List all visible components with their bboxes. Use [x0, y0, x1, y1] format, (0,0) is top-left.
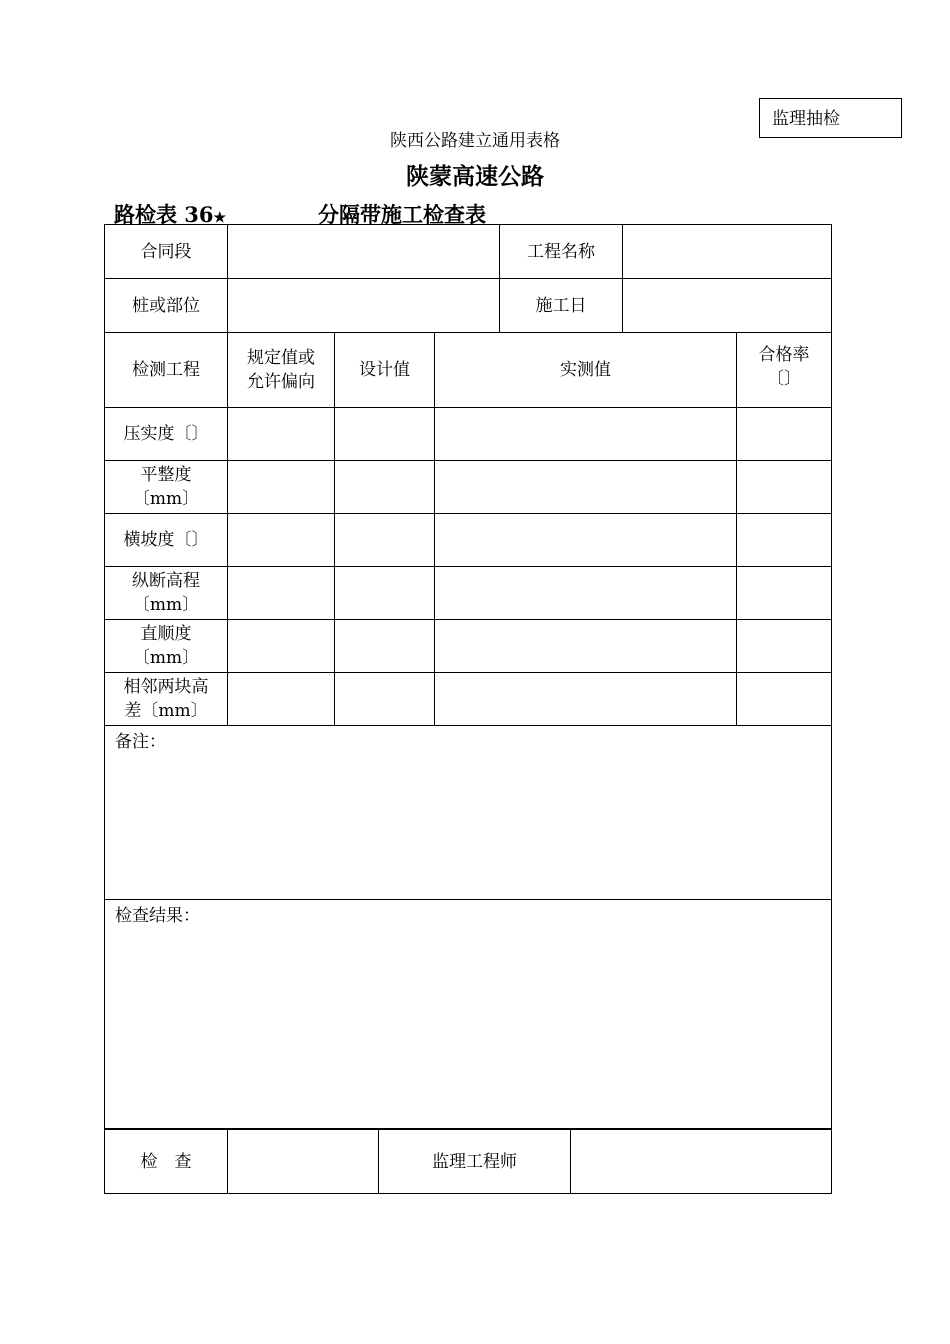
- measured-cell[interactable]: [435, 461, 737, 514]
- spec-cell[interactable]: [228, 567, 335, 620]
- row-item-label: [105, 620, 228, 673]
- project-name-label: 工程名称: [500, 225, 623, 279]
- column-header-row: [105, 333, 832, 408]
- col-header-rate: [737, 333, 832, 408]
- inspector-field[interactable]: [228, 1130, 379, 1194]
- row-item-line1: 横坡度〔〕: [123, 530, 209, 550]
- contract-field[interactable]: [228, 225, 500, 279]
- measured-cell[interactable]: [435, 514, 737, 567]
- station-label: 桩或部位: [105, 279, 228, 333]
- table-row: [105, 408, 832, 461]
- remarks-label: 备注：: [115, 732, 166, 752]
- signature-table: [104, 1129, 832, 1194]
- construction-date-label: 施工日: [500, 279, 623, 333]
- table-row: [105, 673, 832, 726]
- remarks-field[interactable]: [105, 726, 832, 900]
- col-header-rate-line1: 合格率: [758, 345, 810, 365]
- rate-cell[interactable]: [737, 620, 832, 673]
- design-cell[interactable]: [335, 408, 435, 461]
- supervisor-label: 监理工程师: [379, 1130, 571, 1194]
- row-item-line2: 〔mm〕: [132, 489, 200, 509]
- form-name: 分隔带施工检查表: [318, 203, 486, 227]
- measured-cell[interactable]: [435, 408, 737, 461]
- project-name-field[interactable]: [623, 225, 832, 279]
- col-header-design: 设计值: [335, 333, 435, 408]
- row-item-label: [105, 461, 228, 514]
- col-header-item: 检测工程: [105, 333, 228, 408]
- result-row: [105, 900, 832, 1129]
- row-item-label: [105, 514, 228, 567]
- row-item-line1: 压实度〔〕: [123, 424, 209, 444]
- inspection-table: [104, 224, 832, 1129]
- construction-date-field[interactable]: [623, 279, 832, 333]
- inspector-label: 检 查: [105, 1130, 228, 1194]
- supervision-stamp-box: 监理抽检: [759, 98, 902, 138]
- measured-cell[interactable]: [435, 673, 737, 726]
- rate-cell[interactable]: [737, 673, 832, 726]
- rate-cell[interactable]: [737, 461, 832, 514]
- design-cell[interactable]: [335, 461, 435, 514]
- row-item-line1: 纵断高程: [132, 571, 200, 591]
- page-title: 陕蒙高速公路: [406, 164, 544, 190]
- col-header-spec-line2: 允许偏向: [247, 372, 315, 392]
- row-item-line2: 〔mm〕: [132, 595, 200, 615]
- design-cell[interactable]: [335, 673, 435, 726]
- info-row-contract: [105, 225, 832, 279]
- spec-cell[interactable]: [228, 620, 335, 673]
- design-cell[interactable]: [335, 514, 435, 567]
- spec-cell[interactable]: [228, 514, 335, 567]
- info-row-station: [105, 279, 832, 333]
- row-item-line1: 直顺度: [140, 624, 192, 644]
- form-code-text: 路检表 36: [114, 202, 214, 227]
- inspection-result-label: 检查结果：: [115, 906, 200, 926]
- row-item-label: [105, 673, 228, 726]
- star-icon: ★: [213, 210, 227, 226]
- row-item-line1: 相邻两块高: [123, 677, 209, 697]
- row-item-line2: 〔mm〕: [132, 648, 200, 668]
- signature-row: [105, 1130, 832, 1194]
- design-cell[interactable]: [335, 620, 435, 673]
- spec-cell[interactable]: [228, 408, 335, 461]
- table-row: [105, 514, 832, 567]
- measured-cell[interactable]: [435, 567, 737, 620]
- col-header-spec-line1: 规定值或: [247, 348, 315, 368]
- design-cell[interactable]: [335, 567, 435, 620]
- measured-cell[interactable]: [435, 620, 737, 673]
- row-item-line2: 差〔mm〕: [124, 701, 208, 721]
- rate-cell[interactable]: [737, 567, 832, 620]
- table-row: [105, 461, 832, 514]
- supervisor-field[interactable]: [571, 1130, 832, 1194]
- col-header-spec: [228, 333, 335, 408]
- contract-label: 合同段: [105, 225, 228, 279]
- remarks-row: [105, 726, 832, 900]
- spec-cell[interactable]: [228, 461, 335, 514]
- row-item-line1: 平整度: [140, 465, 192, 485]
- rate-cell[interactable]: [737, 408, 832, 461]
- rate-cell[interactable]: [737, 514, 832, 567]
- col-header-measured: 实测值: [435, 333, 737, 408]
- table-row: [105, 620, 832, 673]
- table-row: [105, 567, 832, 620]
- inspection-result-field[interactable]: [105, 900, 832, 1129]
- col-header-rate-line2: 〔〕: [767, 369, 802, 389]
- row-item-label: [105, 408, 228, 461]
- form-subtitle: 陕西公路建立通用表格: [390, 131, 560, 151]
- spec-cell[interactable]: [228, 673, 335, 726]
- station-field[interactable]: [228, 279, 500, 333]
- row-item-label: [105, 567, 228, 620]
